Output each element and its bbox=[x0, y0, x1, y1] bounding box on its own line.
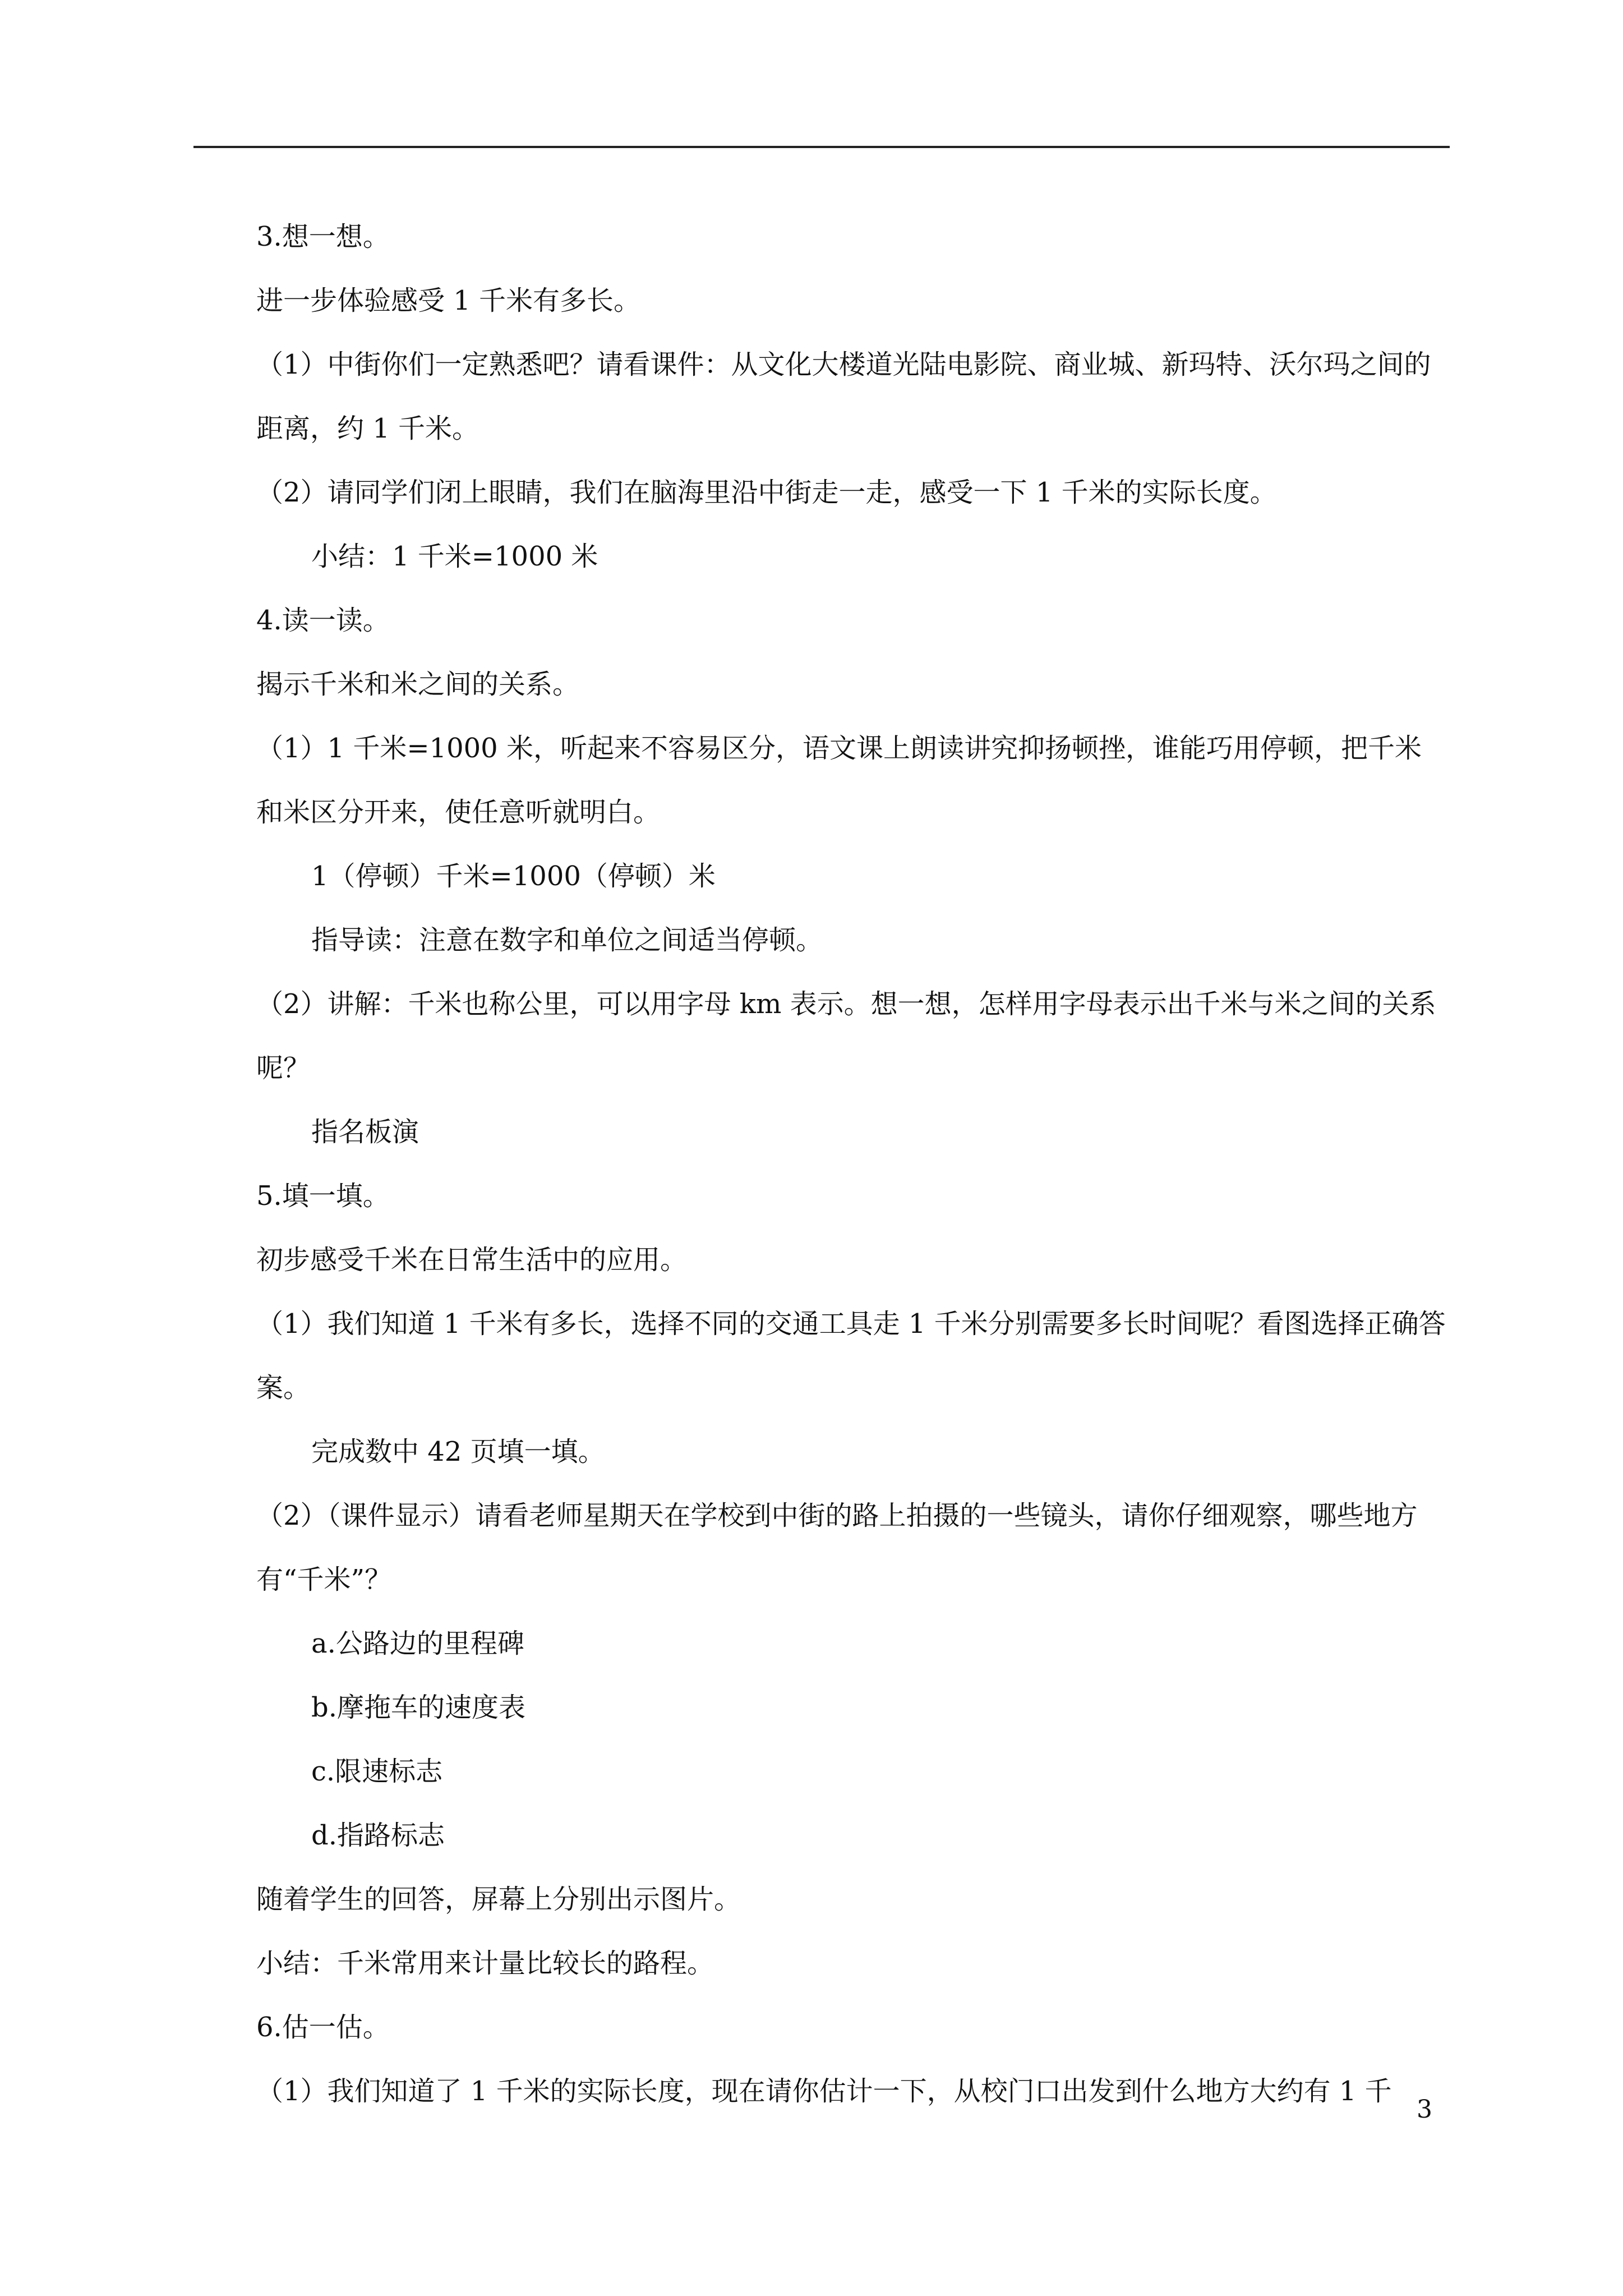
heading-estimate: 6.估一估。 bbox=[256, 2012, 390, 2043]
paragraph: （2）讲解：千米也称公里，可以用字母 km 表示。想一想，怎样用字母表示出千米与米之间的关系呢？ bbox=[256, 988, 1436, 1084]
summary: 小结：千米常用来计量比较长的路程。 bbox=[256, 1948, 714, 1979]
heading-think: 3.想一想。 bbox=[256, 221, 390, 252]
summary: 小结：1 千米=1000 米 bbox=[311, 541, 598, 572]
paragraph: 1（停顿）千米=1000（停顿）米 bbox=[311, 861, 716, 892]
paragraph: （1）1 千米=1000 米，听起来不容易区分，语文课上朗读讲究抑扬顿挫，谁能巧用停顿，把千米和米区分开来，使任意听就明白。 bbox=[256, 733, 1422, 828]
header-rule bbox=[193, 146, 1450, 148]
paragraph: 初步感受千米在日常生活中的应用。 bbox=[256, 1244, 688, 1276]
paragraph: （2）请同学们闭上眼睛，我们在脑海里沿中街走一走，感受一下 1 千米的实际长度。 bbox=[256, 477, 1277, 508]
paragraph: 指导读：注意在数字和单位之间适当停顿。 bbox=[311, 924, 823, 956]
paragraph: （1）我们知道了 1 千米的实际长度，现在请你估计一下，从校门口出发到什么地方大约有 1 千 bbox=[256, 2076, 1392, 2107]
paragraph: （1）中街你们一定熟悉吧？请看课件：从文化大楼道光陆电影院、商业城、新玛特、沃尔玛之间的距离，约 1 千米。 bbox=[256, 349, 1431, 444]
paragraph: （1）我们知道 1 千米有多长，选择不同的交通工具走 1 千米分别需要多长时间呢？看图选择正确答案。 bbox=[256, 1308, 1446, 1404]
document-body bbox=[256, 205, 1447, 2123]
paragraph: 指名板演 bbox=[311, 1116, 419, 1148]
list-item: a.公路边的里程碑 bbox=[311, 1628, 524, 1659]
list-item: d.指路标志 bbox=[311, 1820, 445, 1851]
page-number: 3 bbox=[1417, 2095, 1432, 2124]
list-item: c.限速标志 bbox=[311, 1756, 443, 1787]
paragraph: 随着学生的回答，屏幕上分别出示图片。 bbox=[256, 1884, 741, 1915]
paragraph: 进一步体验感受 1 千米有多长。 bbox=[256, 285, 641, 316]
heading-read: 4.读一读。 bbox=[256, 605, 390, 636]
heading-fill: 5.填一填。 bbox=[256, 1180, 390, 1212]
paragraph: （2）（课件显示）请看老师星期天在学校到中街的路上拍摄的一些镜头，请你仔细观察，哪些地方有“千米”？ bbox=[256, 1500, 1418, 1595]
paragraph: 完成数中 42 页填一填。 bbox=[311, 1436, 605, 1467]
list-item: b.摩拖车的速度表 bbox=[311, 1692, 525, 1723]
paragraph: 揭示千米和米之间的关系。 bbox=[256, 669, 580, 700]
